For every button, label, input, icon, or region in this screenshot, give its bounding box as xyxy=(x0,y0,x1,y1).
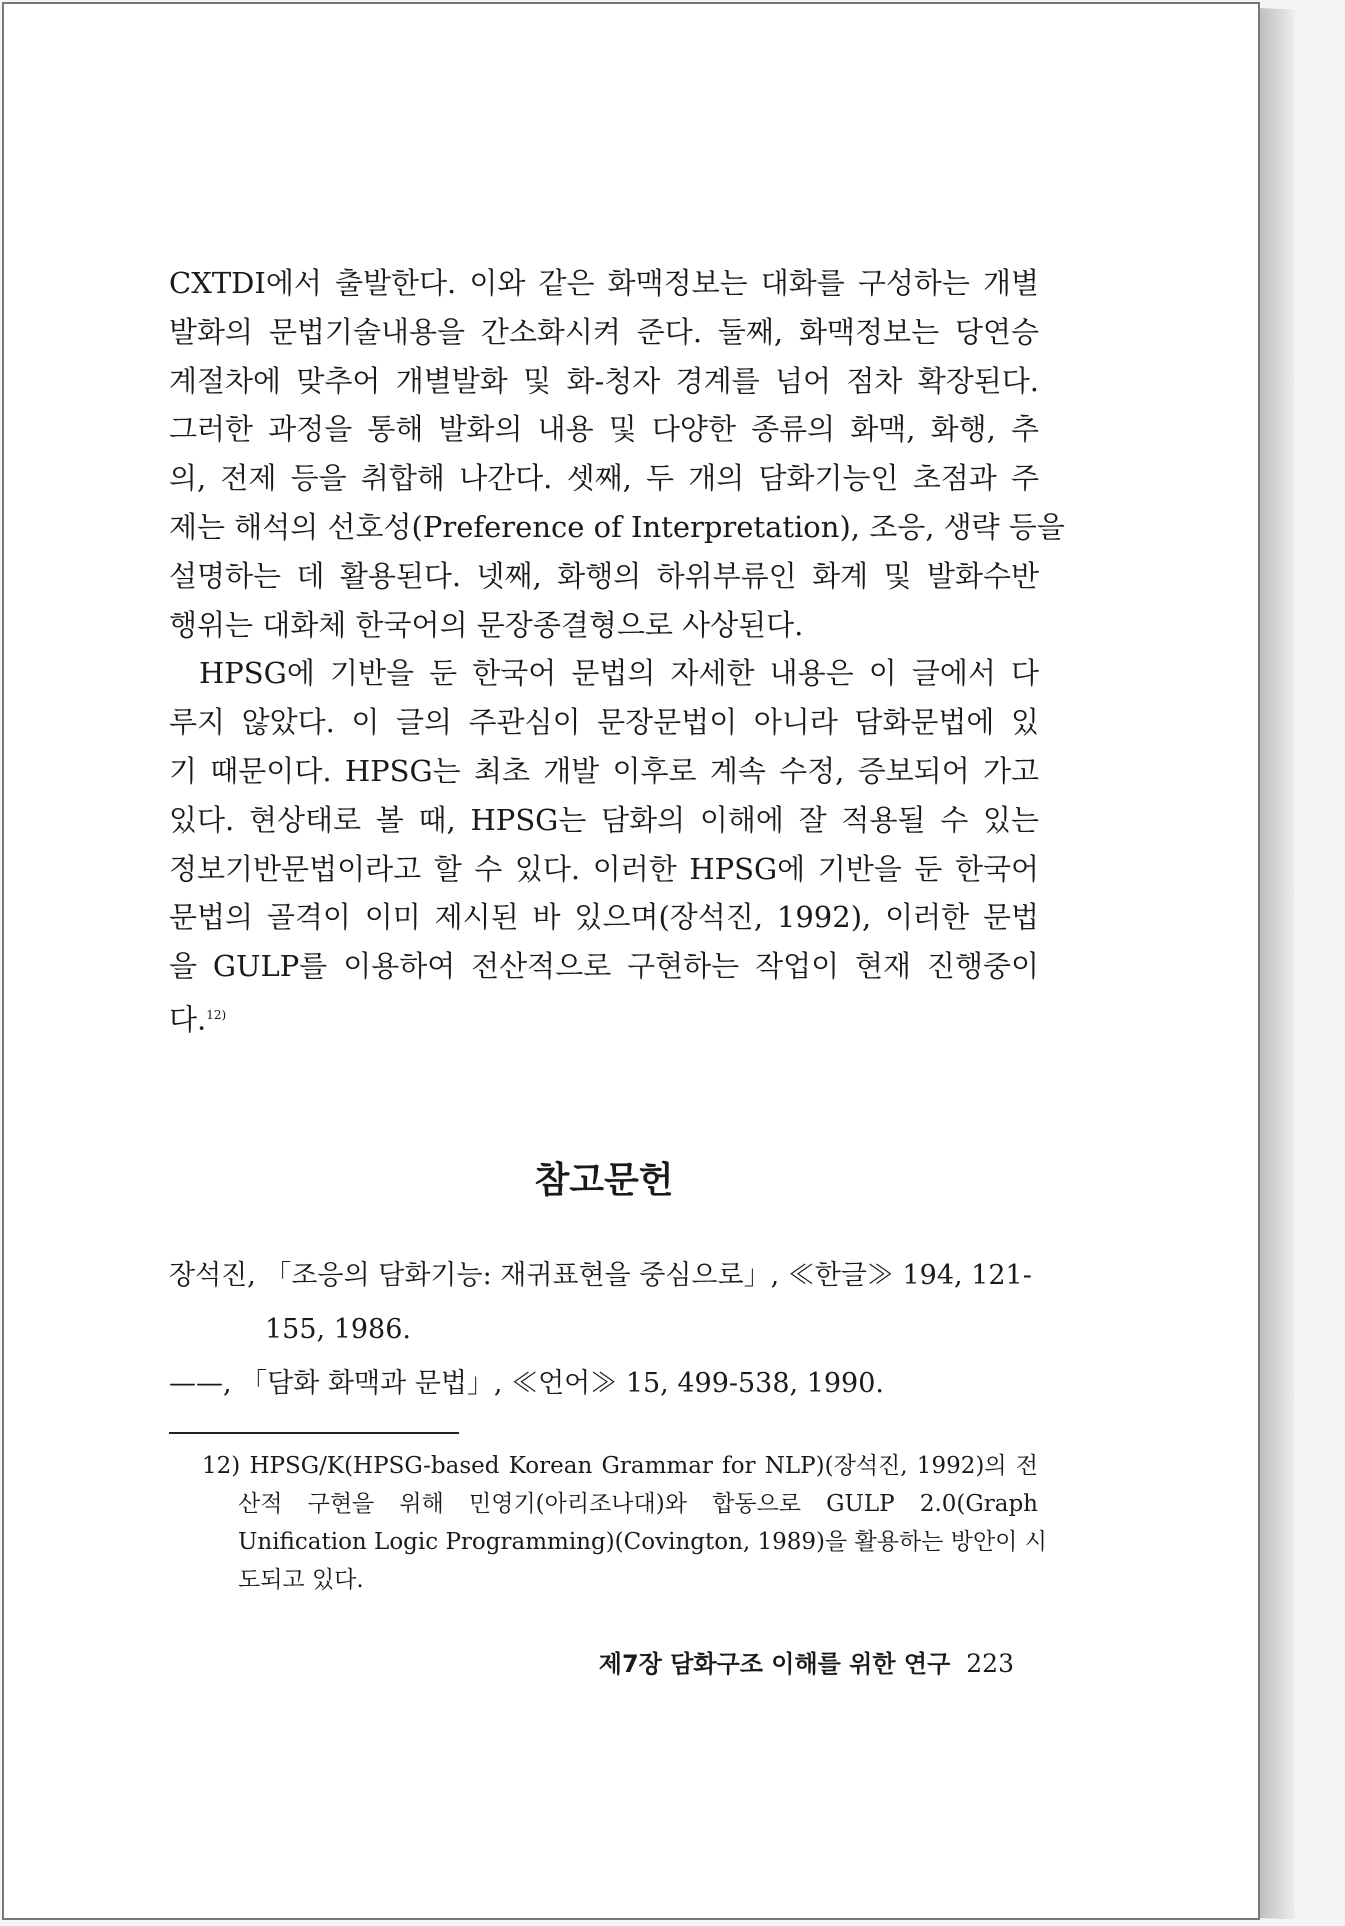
book-page xyxy=(2,2,1260,1920)
text-line: 발화의 문법기술내용을 간소화시켜 준다. 둘째, 화맥정보는 당연승 xyxy=(169,314,1039,349)
text-line-last xyxy=(169,991,1039,1044)
text-line: 설명하는 데 활용된다. 넷째, 화행의 하위부류인 화계 및 발화수반 xyxy=(169,558,1039,593)
footnote-divider xyxy=(169,1432,459,1434)
text-line: 그러한 과정을 통해 발화의 내용 및 다양한 종류의 화맥, 화행, 추 xyxy=(169,412,1039,447)
text-line: CXTDI에서 출발한다. 이와 같은 화맥정보는 대화를 구성하는 개별 xyxy=(169,266,1039,300)
paragraph-2 xyxy=(169,649,1039,1044)
references-list xyxy=(169,1249,1039,1411)
page-edge-shadow xyxy=(1255,8,1295,1919)
page-number: 223 xyxy=(966,1649,1014,1678)
text-line: HPSG에 기반을 둔 한국어 문법의 자세한 내용은 이 글에서 다 xyxy=(199,656,1039,691)
reference-entry: ——, 「담화 화맥과 문법」, ≪언어≫ 15, 499-538, 1990. xyxy=(169,1368,884,1399)
text-line: 제는 해석의 선호성(Preference of Interpretation), 조응, 생략 등을 xyxy=(169,509,1065,544)
text-line: 의, 전제 등을 취합해 나간다. 셋째, 두 개의 담화기능인 초점과 주 xyxy=(169,461,1039,496)
text-line: 을 GULP를 이용하여 전산적으로 구현하는 작업이 현재 진행중이 xyxy=(169,949,1039,984)
footnote-line: Unification Logic Programming)(Covington, 1989)을 활용하는 방안이 시 xyxy=(238,1529,1047,1555)
reference-entry: 장석진, 「조응의 담화기능: 재귀표현을 중심으로」, ≪한글≫ 194, 121- xyxy=(169,1260,1032,1291)
text-line: 있다. 현상태로 볼 때, HPSG는 담화의 이해에 잘 적용될 수 있는 xyxy=(169,802,1039,837)
text-line: 행위는 대화체 한국어의 문장종결형으로 사상된다. xyxy=(169,607,804,642)
text-line: 루지 않았다. 이 글의 주관심이 문장문법이 아니라 담화문법에 있 xyxy=(169,705,1039,740)
footnote-marker: 12) xyxy=(206,1007,227,1022)
reference-entry-continuation: 155, 1986. xyxy=(265,1314,411,1345)
text-fragment: 다. xyxy=(169,1002,207,1037)
footnote-line: 도되고 있다. xyxy=(238,1567,364,1593)
footnote-line: 산적 구현을 위해 민영기(아리조나대)와 합동으로 GULP 2.0(Graph xyxy=(238,1491,1038,1517)
paragraph-1 xyxy=(169,259,1065,649)
chapter-title: 제7장 담화구조 이해를 위한 연구 xyxy=(598,1650,951,1678)
footnote-line: 12) HPSG/K(HPSG-based Korean Grammar for NLP)(장석진, 1992)의 전 xyxy=(202,1453,1038,1479)
text-line: 정보기반문법이라고 할 수 있다. 이러한 HPSG에 기반을 둔 한국어 xyxy=(169,851,1039,886)
footnote xyxy=(202,1447,1047,1599)
references-heading: 참고문헌 xyxy=(534,1160,674,1201)
text-line: 계절차에 맞추어 개별발화 및 화-청자 경계를 넘어 점차 확장된다. xyxy=(169,363,1039,398)
body-text xyxy=(169,259,1065,1044)
text-line: 기 때문이다. HPSG는 최초 개발 이후로 계속 수정, 증보되어 가고 xyxy=(169,753,1039,788)
running-footer xyxy=(584,1644,1014,1679)
text-line: 문법의 골격이 이미 제시된 바 있으며(장석진, 1992), 이러한 문법 xyxy=(169,900,1039,935)
